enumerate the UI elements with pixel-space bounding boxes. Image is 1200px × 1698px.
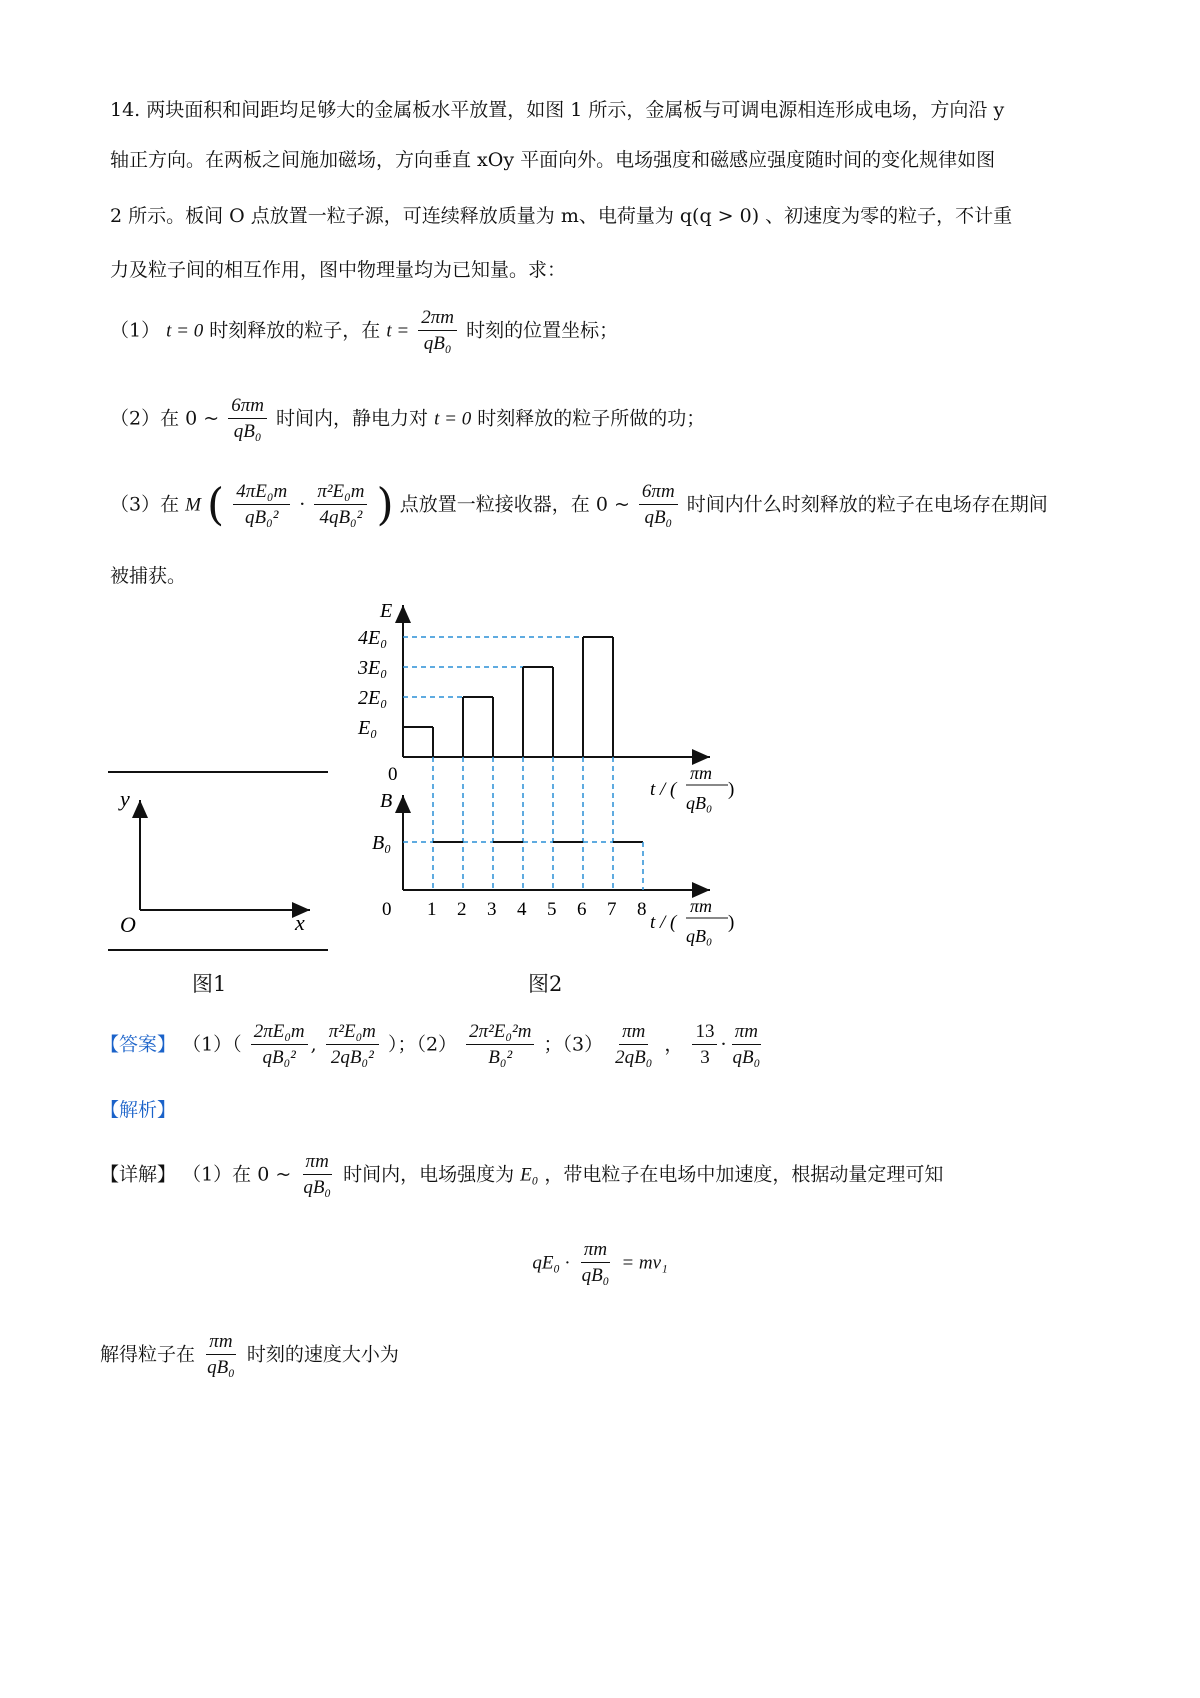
eq-left: qE₀ ·	[532, 1252, 570, 1274]
detail-line	[100, 1150, 943, 1201]
detail-label: 【详解】	[100, 1163, 177, 1186]
fraction-numerator: π²E₀m	[314, 480, 367, 505]
fraction-numerator: 4πE₀m	[233, 480, 290, 505]
q2-t0: t = 0	[434, 408, 472, 430]
problem-line-2: 轴正方向。在两板之间施加磁场，方向垂直 xOy 平面向外。电场强度和磁感应强度随时间的变化规律如图	[110, 149, 996, 171]
t-unit-den-bottom: qB₀	[686, 926, 713, 946]
answer-frac-3	[466, 1020, 534, 1071]
detail-fraction	[300, 1150, 334, 1201]
solve-text-a: 解得粒子在	[100, 1343, 196, 1366]
answer-p2-end: ；（3）	[543, 1033, 604, 1056]
time-tick-label: 1	[427, 899, 437, 920]
solve-fraction	[204, 1330, 238, 1381]
figure-2-caption: 图2	[528, 972, 563, 996]
t-unit-suffix-top: )	[728, 779, 735, 800]
momentum-equation	[0, 1238, 1200, 1289]
fraction-numerator: πm	[732, 1020, 761, 1045]
time-tick-label: 6	[577, 899, 587, 920]
q1-fraction	[418, 306, 457, 357]
answer-frac-4	[612, 1020, 655, 1071]
answer-line	[100, 1020, 766, 1071]
t-unit-suffix-bottom: )	[728, 912, 735, 933]
origin-top-label: 0	[388, 764, 398, 785]
fraction-denominator: qB₀	[732, 1047, 761, 1068]
fraction-numerator: πm	[581, 1238, 610, 1263]
time-tick-label: 0	[382, 899, 392, 920]
fraction-denominator: 3	[700, 1047, 710, 1068]
analysis-label: 【解析】	[100, 1099, 177, 1121]
detail-text-d: ，带电粒子在电场中加速度，根据动量定理可知	[544, 1163, 944, 1186]
answer-frac-1	[251, 1020, 308, 1071]
question-2	[110, 394, 705, 445]
answer-frac-5	[692, 1020, 717, 1071]
time-tick-label: 7	[607, 899, 617, 920]
q1-t-eq: t =	[386, 320, 410, 342]
detail-text-a: （1）在	[182, 1163, 252, 1186]
fraction-numerator: 2π²E₀²m	[466, 1020, 534, 1045]
solve-line	[100, 1330, 399, 1381]
fraction-numerator: πm	[206, 1330, 235, 1355]
t-unit-prefix-top: t / (	[650, 779, 677, 800]
t-unit-num-bottom: πm	[690, 896, 713, 916]
q3-text-b: 点放置一粒接收器，在	[399, 493, 590, 516]
solve-text-b: 时刻的速度大小为	[246, 1343, 399, 1366]
time-tick-label: 2	[457, 899, 467, 920]
time-tick-label: 4	[517, 899, 527, 920]
origin-label: O	[120, 912, 136, 937]
fraction-denominator: 4qB₀²	[319, 507, 363, 528]
e-level-label: 4E₀	[358, 627, 388, 649]
q3-paren-open: (	[207, 479, 225, 531]
fraction-denominator: qB₀²	[245, 507, 279, 528]
detail-e0: E₀	[520, 1164, 539, 1186]
x-axis-label: x	[295, 910, 305, 935]
fraction-numerator: πm	[303, 1150, 332, 1175]
b-axis-label: B	[380, 790, 393, 812]
q3-fraction-y	[314, 480, 367, 531]
q1-t0: t = 0	[166, 320, 204, 342]
fraction-numerator: 6πm	[639, 480, 678, 505]
q3-fraction-x	[233, 480, 290, 531]
answer-p1-end: ）；（2）	[387, 1033, 458, 1056]
problem-line-3: 2 所示。板间 O 点放置一粒子源，可连续释放质量为 m、电荷量为 q(q > 0) 、初速度为零的粒子，不计重	[110, 205, 1013, 227]
q3-text-d: 时间内什么时刻释放的粒子在电场存在期间	[686, 493, 1048, 516]
problem-line-4: 力及粒子间的相互作用，图中物理量均为已知量。求：	[110, 259, 567, 281]
e-level-label: 2E₀	[358, 687, 388, 709]
q2-range: 0 ~	[185, 407, 220, 430]
fraction-denominator: qB₀	[423, 333, 452, 354]
fraction-numerator: πm	[619, 1020, 648, 1045]
question-1	[110, 306, 618, 357]
time-tick-label: 5	[547, 899, 557, 920]
e-level-label: E₀	[358, 717, 378, 739]
fraction-denominator: qB₀²	[262, 1047, 296, 1068]
fraction-numerator: 2πE₀m	[251, 1020, 308, 1045]
answer-frac-6	[730, 1020, 764, 1071]
fraction-denominator: qB₀	[644, 507, 673, 528]
problem-line-1: 14. 两块面积和间距均足够大的金属板水平放置，如图 1 所示，金属板与可调电源相连形成电场，方向沿 y	[110, 99, 1005, 121]
fraction-denominator: qB₀	[233, 421, 262, 442]
fraction-denominator: B₀²	[488, 1047, 513, 1068]
question-3-cont: 被捕获。	[110, 565, 187, 587]
answer-frac-2	[326, 1020, 379, 1071]
eq-right: = mv₁	[621, 1252, 668, 1274]
fraction-denominator: 2qB₀	[615, 1047, 653, 1068]
t-unit-prefix-bottom: t / (	[650, 912, 677, 933]
b-level-label: B₀	[372, 832, 392, 854]
fraction-numerator: 6πm	[228, 394, 267, 419]
detail-text-c: 时间内，电场强度为	[343, 1163, 515, 1186]
q2-fraction	[228, 394, 267, 445]
question-3	[110, 480, 1048, 531]
answer-label: 【答案】	[100, 1033, 177, 1056]
y-axis-label: y	[120, 786, 130, 811]
q1-text-d: 时刻的位置坐标；	[466, 319, 619, 342]
e-axis-label: E	[380, 600, 393, 622]
figure-2	[350, 595, 770, 970]
answer-dot: ·	[720, 1033, 727, 1056]
fraction-denominator: qB₀	[303, 1177, 332, 1198]
figure-1-caption: 图1	[192, 972, 227, 996]
e-level-label: 3E₀	[358, 657, 388, 679]
t-unit-den-top: qB₀	[686, 793, 713, 813]
fraction-denominator: qB₀	[207, 1357, 235, 1378]
q2-text-d: 时刻释放的粒子所做的功；	[477, 407, 706, 430]
fraction-numerator: π²E₀m	[326, 1020, 379, 1045]
answer-sep: ,	[310, 1033, 317, 1056]
q2-prefix: （2）在	[110, 407, 180, 430]
t-unit-num-top: πm	[690, 763, 713, 783]
q1-prefix: （1）	[110, 319, 161, 342]
q3-range: 0 ~	[595, 493, 630, 516]
q3-dot: ·	[299, 493, 306, 516]
fraction-denominator: qB₀	[581, 1265, 610, 1286]
fraction-numerator: 2πm	[418, 306, 457, 331]
fraction-numerator: 13	[692, 1020, 717, 1045]
q3-prefix: （3）在	[110, 493, 180, 516]
answer-p1: （1）（	[182, 1033, 242, 1056]
q2-text-b: 时间内，静电力对	[276, 407, 429, 430]
time-tick-label: 3	[487, 899, 497, 920]
q1-text-b: 时刻释放的粒子，在	[209, 319, 381, 342]
eq-fraction	[579, 1238, 613, 1289]
fraction-denominator: 2qB₀²	[330, 1047, 374, 1068]
q3-fraction-time	[639, 480, 678, 531]
q3-paren-close: )	[376, 479, 394, 531]
answer-p3-sep: ，	[664, 1033, 684, 1056]
time-tick-label: 8	[637, 899, 647, 920]
q3-point-m: M	[185, 494, 201, 516]
detail-range: 0 ~	[257, 1163, 292, 1186]
